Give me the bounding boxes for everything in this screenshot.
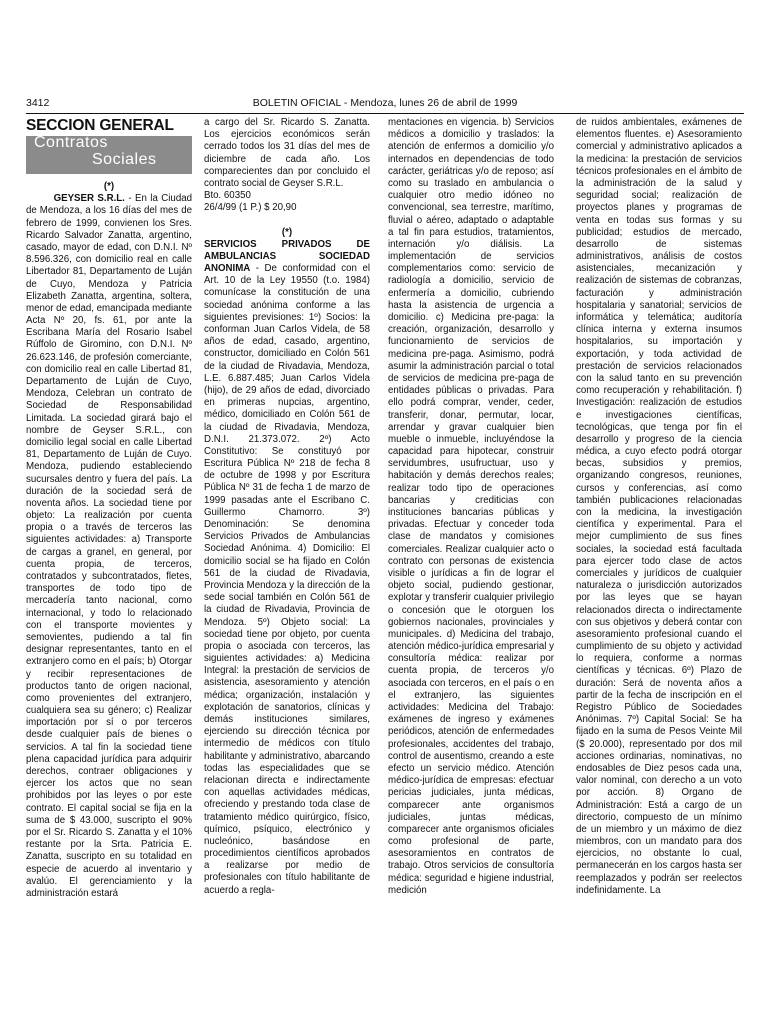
- column-1: [26, 117, 192, 907]
- notice-ambulancias-continued: mentaciones en vigencia. b) Servicios médicos a domicilio y traslados: la atención de enfermos a domicilio y/o internados en dependencias de todo carácter, geriátricas y/o de reposo; así como su traslado en ambulancia o cualquier otro medio idóneo no convencional, sea terrestre, marítimo, fluvial o aéreo, adaptado o adaptable a tal fin para estudios, tratamientos, internación y/o diálisis. La implementación de servicios complementarios como: servicio de radiología a domicilio, servicio de enfermería a domicilio, cubriendo hasta la asistencia de urgencia a domicilio. c) Medicina pre-paga: la creación, organización, desarrollo y funcionamiento de servicios de medicina pre-paga. Asimismo, podrá asumir la administración parcial o total de servicios de medicina pre-paga de entidades públicas o privadas. Para ello podrá comprar, vender, ceder, transferir, donar, permutar, locar, arrendar y gravar cualquier bien mueble o inmueble, incluyéndose la capacidad para hipotecar, construir servidumbres, usufructuar, uso y habitación y demás derechos reales; realizar todo tipo de operaciones bancarias y crediticias con instituciones bancarias públicas y privadas. Efectuar y conceder toda clase de mandatos y comisiones comerciales. Realizar cualquier acto o contrato con personas de existencia visible o jurídicas a fin de lograr el objeto social, pudiendo gestionar, explotar y transferir cualquier privilegio o concesión que le otorguen los gobiernos nacionales, provinciales y municipales. d) Medicina del trabajo, atención médico-jurídica empresarial y consultoría médica: realizar por cuenta propia, de terceros y/o asociada con terceros, en el país o en el extranjero, las siguientes actividades: Medicina del Trabajo: exámenes de ingreso y exámenes periódicos, atención de enfermedades profesionales, accidentes del trabajo, control de ausentismo, creando a este efecto un servicio médico. Atención médico-jurídica de empresas: efectuar pericias judiciales, junta médicas, comparecer ante organismos judiciales, juntas médicas, comparecer ante organismos oficiales como profesional de parte, asesoramientos en contratos de trabajo. Otros servicios de consultoría médica: seguridad e higiene industrial, medición: [388, 117, 554, 896]
- notice-ambulancias-title: SERVICIOS PRIVADOS DE AMBULANCIAS SOCIEDAD ANONIMA: [204, 238, 370, 275]
- column-3: [388, 117, 554, 907]
- notice-geyser-name: GEYSER S.R.L.: [53, 193, 125, 205]
- section-banner: [26, 136, 192, 174]
- spacer: [204, 215, 370, 227]
- column-2: [204, 117, 370, 907]
- running-head: BOLETIN OFICIAL - Mendoza, lunes 26 de abril de 1999: [252, 97, 518, 109]
- banner-line-2: Sociales: [92, 151, 157, 168]
- notice-geyser-body: [26, 193, 192, 900]
- section-title: SECCION GENERAL: [26, 117, 174, 134]
- publication-info: 26/4/99 (1 P.) $ 20,90: [204, 202, 297, 214]
- notice-ambulancias-body: [204, 239, 370, 897]
- column-4: [576, 117, 742, 907]
- ticket-number: Bto. 60350: [204, 190, 251, 202]
- page-number: 3412: [26, 97, 50, 109]
- notice-marker: (*): [103, 181, 115, 192]
- text-columns: [26, 117, 746, 907]
- notice-geyser-text: - En la Ciudad de Mendoza, a los 16 días del mes de febrero de 1999, convienen los Sres. Ricardo Salvador Zanatta, argentino, casado, mayor de edad, con D.N.I. Nº 8.596.326, con domicilio real en calle Libertador 81, Departamento de Luján de Cuyo, Mendoza y Patricia Elizabeth Zanatta, argentina, soltera, menor de edad, emancipada mediante Acta Nº 20, fs. 61, por ante la Escribana María del Rosario Isabel Rúffolo de Giromino, con D.N.I. Nº 26.623.146, de profesión comerciante, con domicilio real en calle Libertad 81, Departamento de Luján de Cuyo, Mendoza, Celebran un contrato de Sociedad de Responsabilidad Limitada. La sociedad girará bajo el nombre de Geyser S.R.L., con domicilio legal social en calle Libertad 81, Departamento de Luján de Cuyo. Mendoza, pudiendo estableciendo sucursales dentro y fuera del país. La duración de la sociedad será de noventa años. La sociedad tiene por objeto: La realización por cuenta propia o a través de terceros las siguientes actividades: a) Transporte de cargas a granel, en general, por cuenta propia, de terceros, contratados y subcontratados, fletes, transportes de todo tipo de mercadería tanto nacional, como internacional, y todo lo relacionado con el transporte movientes y semovientes, pudiendo a tal fin designar representantes, tanto en el extranjero como en el país; b) Otorgar y recibir representaciones de productos tanto de origen nacional, como provenientes del extranjero, cualquiera sea su género; c) Realizar importación por sí o por terceros desde cualquier país de bienes o servicios. A tal fin la sociedad tiene plena capacidad jurídica para adquirir derechos, contraer obligaciones y ejercer los actos que no sean prohibidos por las leyes o por este contrato. El capital social se fija en la suma de $ 43.000, suscripto el 90% por el Sr. Ricardo S. Zanatta y el 10% restante por la Srta. Patricia E. Zanatta, suscripto en su totalidad en especie de acuerdo al inventario y avalúo. El gerenciamiento y la administración estará: [26, 193, 192, 899]
- notice-geyser-continued: a cargo del Sr. Ricardo S. Zanatta. Los ejercicios económicos serán cerrado todos los 31 días del mes de diciembre de cada año. Los comparecientes dan por concluido el contrato social de Geyser S.R.L.: [204, 117, 370, 189]
- banner-line-1: Contratos: [34, 134, 108, 151]
- notice-marker: (*): [281, 226, 293, 238]
- notice-ambulancias-continued-2: de ruidos ambientales, exámenes de elementos fluentes. e) Asesoramiento comercial y administrativo aplicados a la medicina: la prestación de servicios técnicos profesionales en el ámbito de la administración de la salud y seguridad social; realización de proyectos planes y programas de venta en todas sus formas y su publicidad; estudios de mercado, desarrollo de sistemas administrativos, análisis de costos asistenciales, mecanización y realización de sistemas de cobranzas, facturación y administración hospitalaria y sanatorial; servicios de informática y telemática; auditoría clínica interna y externa insumos hospitalarios, su importación y exportación, y toda actividad de prestación de servicios relacionados con la salud tanto en su prevención como recuperación y rehabilitación. f) Investigación: realización de estudios e investigaciones científicas, tecnológicas, que tenga por fin el desarrollo y progreso de la ciencia médica, a cuyo efecto podrá otorgar becas, subsidios y premios, organizando congresos, reuniones, cursos y conferencias, así como también publicaciones relacionadas con la medicina, la investigación científica y experimental. Para el mejor cumplimiento de sus fines sociales, la sociedad está facultada para ejercer todo clase de actos comerciales y jurídicos de cualquier naturaleza o jurisdicción autorizados por las leyes que se hayan relacionados directa o indirectamente con sus objetivos y deberá contar con asesoramiento profesional cuando el cumplimiento de su objeto y actividad lo requiera, conforme a normas científicas y técnicas. 6º) Plazo de duración: Será de noventa años a partir de la fecha de inscripción en el Registro Público de Sociedades Anónimas. 7º) Capital Social: Se ha fijado en la suma de Pesos Veinte Mil ($ 20.000), representado por dos mil acciones ordinarias, nominativas, no endosables de Diez pesos cada una, valor nominal, con derecho a un voto por acción. 8) Organo de Administración: Está a cargo de un directorio, compuesto de un mínimo de un miembro y un máximo de diez miembros, con un mandato para dos ejercicios, no obstante lo cual, permanecerán en los cargos hasta ser reemplazados y podrán ser reelectos indefinidamente. La: [576, 117, 742, 896]
- notice-ambulancias-text: - De conformidad con el Art. 10 de la Ley 19550 (t.o. 1984) comunícase la constitución de una sociedad anónima conforme a las siguientes previsiones: 1º) Socios: la conforman Juan Carlos Videla, de 58 años de edad, casado, argentino, constructor, domiciliado en Colón 561 de la ciudad de Rivadavia, Mendoza, L.E. 6.887.485; Juan Carlos Videla (hijo), de 29 años de edad, divorciado en primeras nupcias, argentino, médico, domiciliado en Colón 561 de la ciudad de Rivadavia, Mendoza, D.N.I. 21.373.072. 2º) Acto Constitutivo: Se constituyó por Escritura Pública Nº 218 de fecha 8 de octubre de 1998 y por Escritura Pública Nº 31 de fecha 1 de marzo de 1999 pasadas ante el Escribano C. Guillermo Chamorro. 3º) Denominación: Se denomina Servicios Privados de Ambulancias Sociedad Anónima. 4) Domicilio: El domicilio social se ha fijado en Colón 561 de la ciudad de Rivadavia, Provincia Mendoza y la dirección de la sede social también en Colón 561 de la ciudad de Rivadavia, Provincia de Mendoza. 5º) Objeto social: La sociedad tiene por objeto, por cuenta propia o asociada con terceros, las siguientes actividades: a) Medicina Integral: la prestación de servicios de asistencia, asesoramiento y atención médica; organización, instalación y explotación de sanatorios, clínicas y demás instituciones similares, ejerciendo su dirección técnica por intermedio de médicos con título habilitante y administrativo, abarcando todas las especialidades que se relacionan directa e indirectamente con aquellas actividades médicas, ofreciendo y prestando toda clase de tratamiento médico quirúrgico, físico, químico, psíquico, electrónico y nucleónico, basándose en procedimientos científicos aprobados a realizarse por medio de profesionales con título habilitante de acuerdo a regla-: [204, 263, 370, 896]
- page-header: [26, 97, 744, 114]
